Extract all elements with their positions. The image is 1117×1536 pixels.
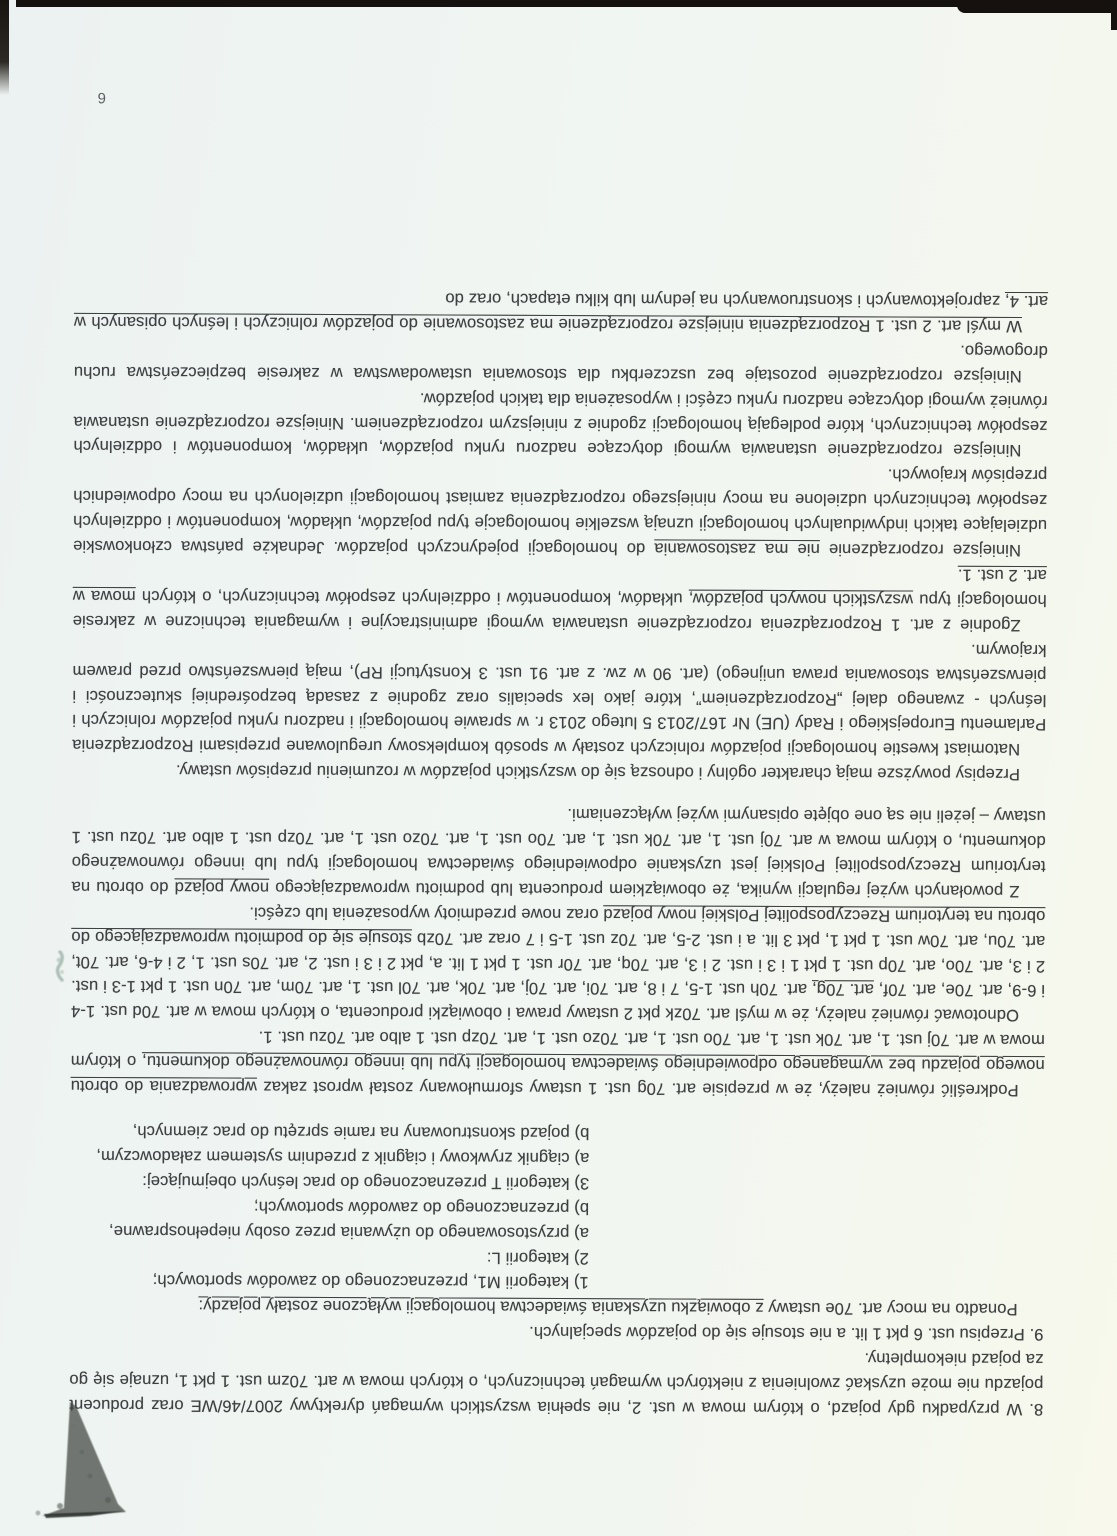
body-text: oraz nowe przedmioty wyposażenia lub części. [249, 903, 604, 924]
paragraph-z-powolanych [71, 799, 1045, 903]
underlined-text: W myśl art. 2 ust. 1 Rozporządzenia niniejsze rozporządzenie ma zastosowanie do pojazdów rolniczych i leśnych opisanych w art. 4, [73, 291, 1049, 336]
paragraph-zgodnie [73, 558, 1047, 637]
paragraph-w-mysl [74, 284, 1048, 338]
underlined-text: wszystkich nowych pojazdów, [688, 589, 914, 610]
underlined-text: z obowiązku uzyskania świadectwa homologacji wyłączone zostały pojazdy: [198, 1296, 764, 1319]
paragraph-przepisy [72, 757, 1046, 786]
paragraph-ponadto [70, 1292, 1044, 1321]
body-text: Przepisy powyższe mają charakter ogólny i odnoszą się do wszystkich pojazdów w rozumieniu przepisów ustawy. [175, 761, 1021, 785]
paragraph-natomiast [72, 633, 1047, 762]
body-text: o którym mowa w art. 70j ust. 1, art. 70k ust. 1, art. 70o ust. 1, art. 70zo ust. 1, art. 70zp ust. 1 albo art. 70zu ust. 1. [70, 1028, 1045, 1072]
paragraph-niniejsze-3 [74, 334, 1048, 388]
body-text: do obrotu na terytorium Rzeczypospolitej Polskiej jest uzyskanie odpowiedniego świadectwa homologacji typu lub innego równoważnego dokumentu, o którym mowa w art. 70j ust. 1, art. 70k ust. 1, art. 70o ust. 1, art. 70zo ust. 1, art. 70zp ust. 1 albo art. 70zu ust. 1 ustawy – jeżeli nie są one objęte opisanymi wyżej wyłączeniami. [71, 805, 1046, 898]
paragraph-odnotowac [71, 899, 1046, 1028]
list-item: 3) kategorii T przeznaczonego do prac leśnych obejmującej: [142, 1172, 590, 1193]
body-text: 9. Przepisu ust. 6 pkt 1 lit. a nie stosuje się do pojazdów specjalnych. [528, 1323, 1044, 1345]
underlined-text: mowa w art. 2 ust. 1. [72, 565, 1047, 607]
body-text: Niniejsze rozporządzenie [819, 540, 1021, 561]
body-text: Niniejsze rozporządzenie pozostaje bez uszczerbku dla stosowania ustawodawstwa w zakresie bezpieczeństwa ruchu drogowego. [73, 341, 1048, 386]
paragraph-niniejsze-1 [73, 458, 1047, 562]
underlined-text: stosuje się do podmiotu wprowadzającego do obrotu na terytorium Rzeczypospolitej Polskiej nowy pojazd [71, 904, 1046, 949]
body-text: Odnotować również należy, że w myśl art. 70zk pkt 2 ustawy prawa i obowiązki producenta, o których mowa w art. 70d ust. 1-4 i 6-9, art. 70e, art. 70f, [70, 980, 1046, 1026]
document-text-block [69, 284, 1048, 1421]
body-text: do homologacji pojedynczych pojazdów. Jednakże państwa członkowskie udzielające takich indywidualnych homologacji uznają wszelkie homologacje typu pojazdów, układów, komponentów i oddzielnych zespołów technicznych udzielone na mocy niniejszego rozporządzenia zamiast homologacji udzielonych na mocy odpowiednich przepisów krajowych. [72, 465, 1048, 559]
list-item: b) przeznaczonego do zawodów sportowych; [253, 1197, 590, 1218]
body-text: Zgodnie z art. 1 Rozporządzenia rozporządzenie ustanawia wymogi administracyjne i wymagania techniczne w zakresie homologacji typu [72, 590, 1047, 635]
paragraph-podkreslic [71, 1023, 1045, 1102]
body-text: układów, komponentów i oddzielnych zespołów technicznych, o których [135, 587, 689, 609]
list-item: b) pojazd skonstruowany na ramie sprzętu do prac ziemnych, [132, 1122, 590, 1144]
list-item: a) przystosowanego do używania przez osoby niepełnosprawne, [108, 1221, 590, 1243]
body-text: art. 70h ust. 1-5, 7 i 8, art. 70i, art. 70j, art. 70k, art. 70l ust. 1, art. 70m, art. 70n ust. 1 pkt 1-3 i ust. 2 i 3, art. 70o, art. 70p ust. 1 pkt 1 i 3 i ust. 2 i 3, art. 70q, art. 70r ust. 1 pkt 1 lit. a, pkt 2 i 3 i ust. 2, art. 70s ust. 1, 2 i 4-6, art. 70t, art. 70u, art. 70w ust. 1 pkt 1, pkt 3 lit. a i ust. 2-5, art. 70z ust. 1-5 i 7 oraz art. 70zb [70, 929, 1046, 1000]
body-text: Ponadto na mocy art. 70e ustawy [763, 1299, 1018, 1320]
paragraph-point-9 [69, 1317, 1043, 1346]
body-text: Natomiast kwestie homologacji pojazdów rolniczych zostały w sposób kompleksowy uregulowane przepisami Rozporządzenia Parlamentu Europejskiego i Rady (UE) Nr 167/2013 5 lutego 2013 r. w sprawie homologacji i nadzoru rynku pojazdów rolniczych i leśnych - zwanego dalej „Rozporządzeniem”, które jako lex specialis oraz zgodnie z zasadą bezpośredniej skuteczności i pierwszeństwa stosowania prawa unijnego) (art. 90 w zw. z art. 91 ust. 3 Konstytucji RP), mają pierwszeństwo przed prawem krajowym. [72, 640, 1047, 760]
list-item: a) ciągnik zrywkowy i ciągnik z przednim systemem załadowczym, [96, 1146, 590, 1169]
underlined-text: nie ma zastosowania [654, 539, 820, 560]
underlined-text: art. 70g, [811, 980, 874, 1000]
paragraph-point-8 [69, 1342, 1043, 1421]
underlined-text: wprowadzania do obrotu nowego pojazdu bez wymaganego odpowiedniego świadectwa homologacji typu lub innego równoważnego dokumentu, [70, 1052, 1045, 1097]
paragraph-niniejsze-2 [73, 384, 1047, 463]
body-text: 8. W przypadku gdy pojazd, o którym mowa w ust. 2, nie spełnia wszystkich wymagań dyrektywy 2007/46/WE oraz producent pojazdu nie może uzyskać zwolnienia z niektórych wymagań technicznych, o których mowa w art. 70zm ust. 1 pkt 1, uznaje się go za pojazd niekompletny. [69, 1349, 1044, 1420]
page-number: 6 [97, 88, 106, 107]
underlined-text: nowy pojazd [174, 878, 270, 898]
list-item: 1) kategorii M1, przeznaczonego do zawodów sportowych; [152, 1271, 589, 1293]
body-text: Podkreślić również należy, że w przepisie art. 70g ust. 1 ustawy sformułowany został wprost zakaz [256, 1077, 1019, 1101]
list-item: 2) kategorii L: [486, 1248, 589, 1268]
body-text: Niniejsze rozporządzenie ustanawia wymogi dotyczące nadzoru rynku pojazdów, układów, komponentów i oddzielnych zespołów technicznych, które podlegają homologacji zgodnie z niniejszym rozporządzeniem. Niniejsze rozporządzenie ustanawia również wymogi dotyczące nadzoru rynku części i wyposażenia dla takich pojazdów. [73, 389, 1048, 461]
body-text: zaprojektowanych i skonstruowanych na jednym lub kilku etapach, oraz do [445, 289, 1005, 311]
body-text: Z powołanych wyżej regulacji wynika, że obowiązkiem producenta lub podmiotu wprowadzającego [269, 878, 1020, 901]
